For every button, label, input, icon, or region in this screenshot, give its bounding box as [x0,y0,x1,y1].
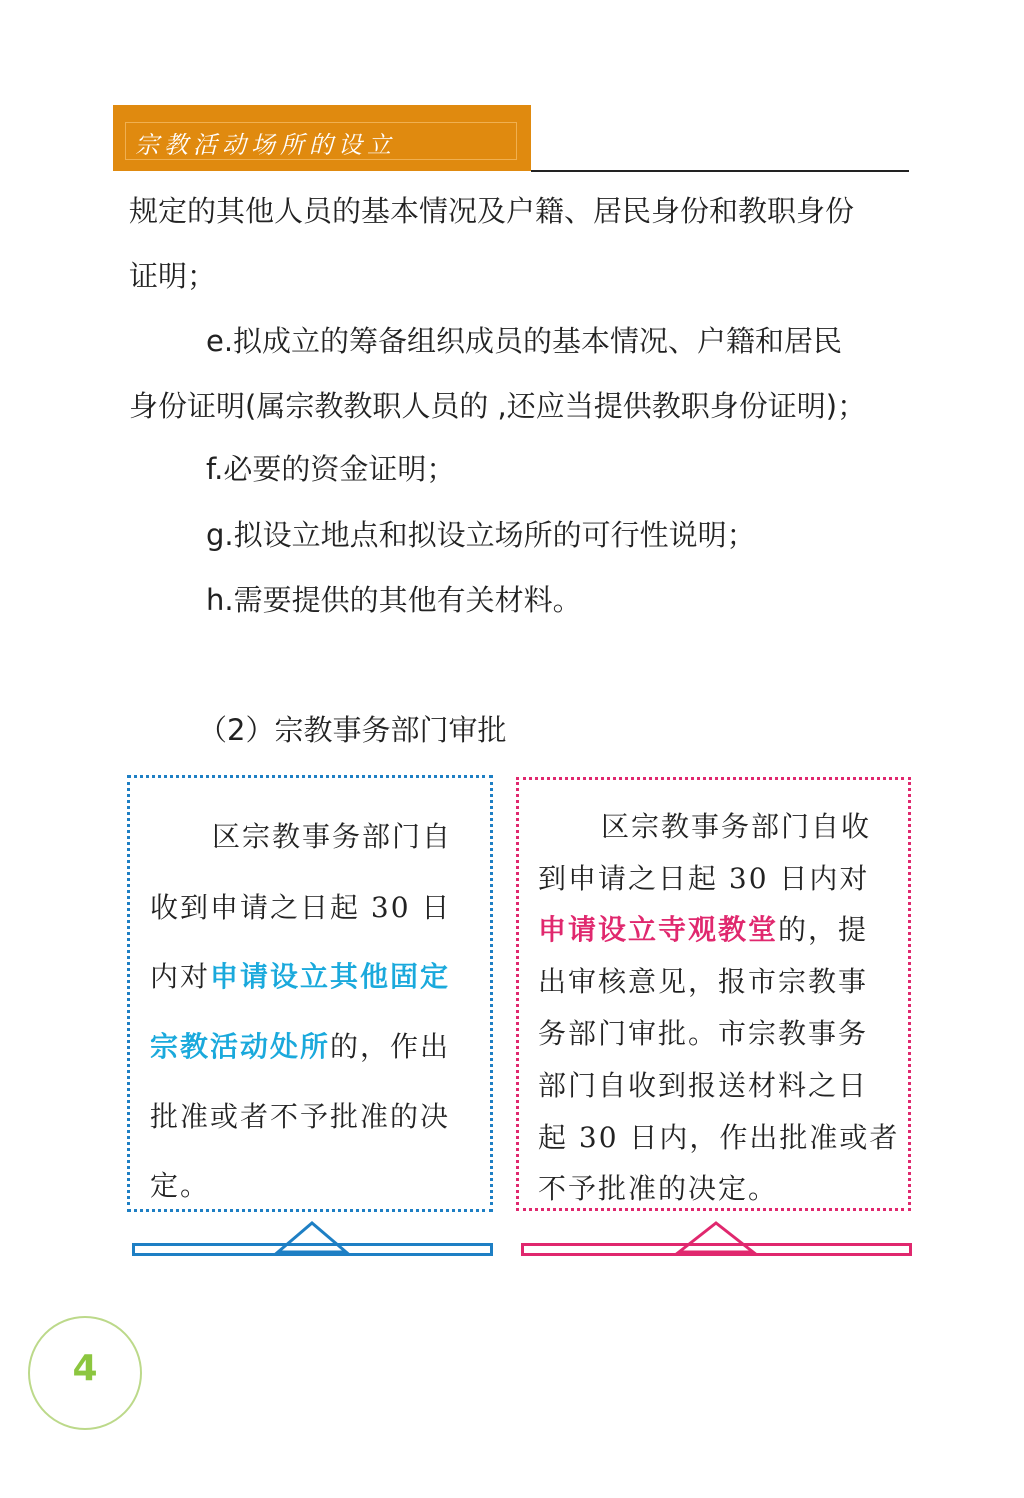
left-box-line-1: 区宗教事务部门自 [212,820,453,853]
section-heading: （2）宗教事务部门审批 [198,713,507,747]
body-line-2: 证明； [129,259,217,293]
left-box-text: 内对 [150,960,211,993]
right-box-base [521,1218,913,1258]
right-box-line-7: 起 30 日内，作出批准或者 [538,1121,900,1154]
left-box-line-2: 收到申请之日起 30 日 [150,891,452,924]
left-box-text: 的，作出 [330,1030,451,1063]
header-rule [531,170,909,172]
right-box-line-4: 出审核意见，报市宗教事 [538,965,869,998]
right-box-line-3 [538,908,868,948]
body-line-7: h.需要提供的其他有关材料。 [206,583,582,617]
right-box-line-2: 到申请之日起 30 日内对 [538,862,870,895]
body-line-4: 身份证明(属宗教教职人员的 ,还应当提供教职身份证明)； [129,389,867,423]
left-box-highlight-2: 宗教活动处所 [150,1030,331,1063]
body-line-3: e.拟成立的筹备组织成员的基本情况、户籍和居民 [206,324,843,358]
right-box-highlight: 申请设立寺观教堂 [538,913,779,946]
right-box-line-8: 不予批准的决定。 [538,1172,779,1205]
section-header-tab [113,105,531,171]
right-box-line-1: 区宗教事务部门自收 [601,810,872,843]
page-number-badge [28,1316,142,1430]
district-approval-box [127,775,493,1212]
right-box-line-5: 务部门审批。市宗教事务 [538,1017,869,1050]
municipal-approval-box [516,777,911,1211]
left-box-line-6: 定。 [150,1169,211,1202]
right-box-text: 的，提 [778,913,869,946]
left-box-line-4 [150,1025,450,1065]
body-line-5: f.必要的资金证明； [206,452,456,486]
body-line-6: g.拟设立地点和拟设立场所的可行性说明； [206,518,756,552]
section-title: 宗教活动场所的设立 [135,131,396,159]
left-box-base [132,1218,494,1258]
left-box-highlight-1: 申请设立其他固定 [210,960,451,993]
right-box-line-6: 部门自收到报送材料之日 [538,1069,869,1102]
body-line-1: 规定的其他人员的基本情况及户籍、居民身份和教职身份 [129,194,855,228]
page-number: 4 [72,1348,98,1389]
left-box-line-3 [150,955,450,995]
left-box-line-5: 批准或者不予批准的决 [150,1100,451,1133]
